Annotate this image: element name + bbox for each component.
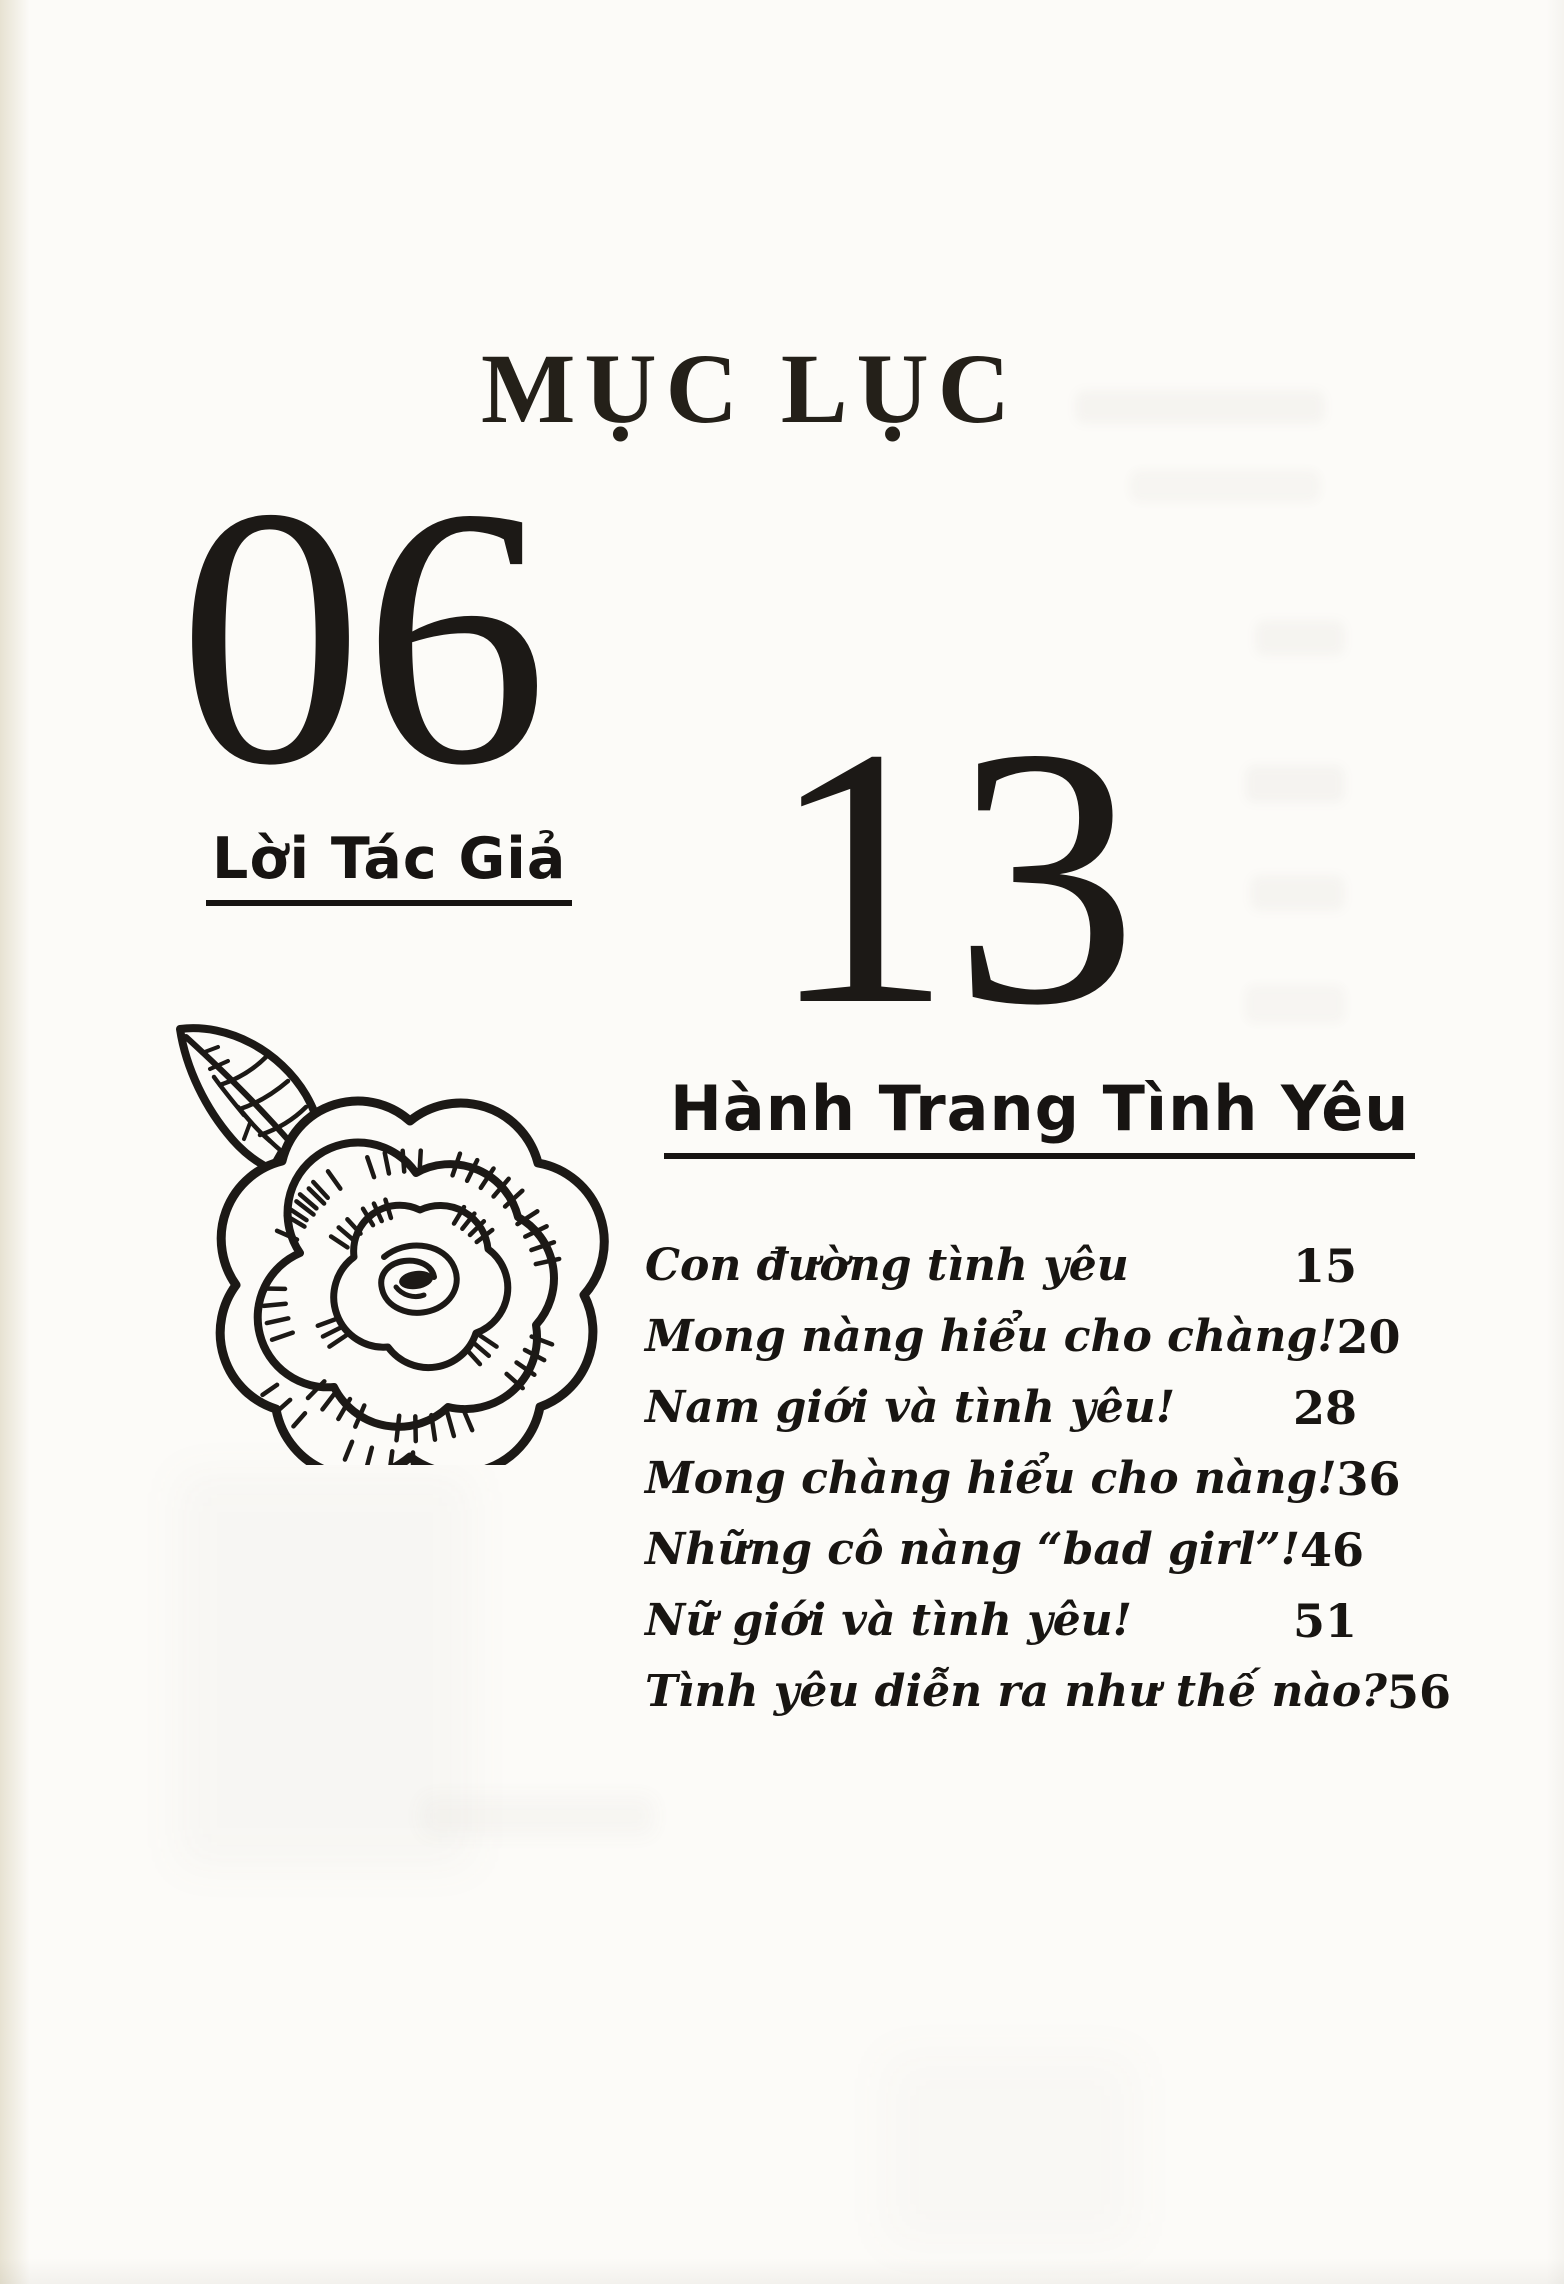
toc-entry xyxy=(645,1585,1357,1656)
bleed-through-artifact xyxy=(1245,765,1345,803)
toc-entry xyxy=(645,1656,1451,1727)
section-start-page-love: 13 xyxy=(768,672,1138,1082)
bleed-through-artifact xyxy=(1130,470,1320,502)
toc-entry-title: Tình yêu diễn ra như thế nào? xyxy=(645,1666,1387,1717)
toc-entry xyxy=(645,1514,1364,1585)
toc-entry xyxy=(645,1372,1357,1443)
bleed-through-artifact xyxy=(880,2050,1140,2250)
page-edge-shade xyxy=(0,2258,1564,2284)
page-edge-shade xyxy=(1546,0,1564,2284)
bleed-through-artifact xyxy=(1250,875,1345,911)
bleed-through-artifact xyxy=(1255,620,1345,656)
toc-entry-title: Mong chàng hiểu cho nàng! xyxy=(645,1453,1337,1504)
toc-entry-title: Nữ giới và tình yêu! xyxy=(645,1595,1132,1646)
toc-entry-title: Mong nàng hiểu cho chàng! xyxy=(645,1311,1337,1362)
toc-entry-title: Nam giới và tình yêu! xyxy=(645,1382,1176,1433)
toc-entry-page-number: 15 xyxy=(1292,1238,1357,1293)
toc-entry-page-number: 20 xyxy=(1336,1309,1401,1364)
toc-entry-page-number: 36 xyxy=(1336,1451,1401,1506)
toc-entry xyxy=(645,1301,1401,1372)
toc-entry xyxy=(645,1443,1401,1514)
section-label-author: Lời Tác Giả xyxy=(206,826,572,906)
toc-entry-page-number: 46 xyxy=(1299,1522,1364,1577)
bleed-through-artifact xyxy=(420,1795,655,1837)
toc-entry xyxy=(645,1230,1357,1301)
section-start-page-author: 06 xyxy=(178,432,548,842)
toc-entry-title: Những cô nàng “bad girl”! xyxy=(645,1524,1300,1575)
toc-entry-page-number: 56 xyxy=(1386,1664,1451,1719)
toc-entry-title: Con đường tình yêu xyxy=(645,1240,1129,1291)
toc-entry-page-number: 28 xyxy=(1292,1380,1357,1435)
rose-illustration xyxy=(148,995,618,1465)
page-gutter-shade xyxy=(0,0,30,2284)
toc-list xyxy=(645,1230,1451,1727)
toc-entry-page-number: 51 xyxy=(1292,1593,1357,1648)
bleed-through-artifact xyxy=(1245,985,1345,1023)
page-title: MỤC LỤC xyxy=(481,333,1019,444)
section-label-love: Hành Trang Tình Yêu xyxy=(664,1072,1415,1159)
